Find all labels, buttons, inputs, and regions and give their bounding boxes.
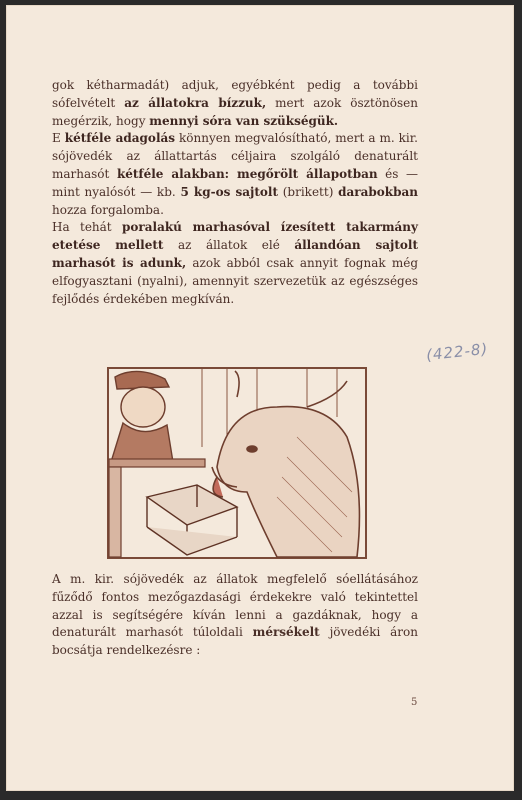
text-run: (brikett) (278, 184, 339, 199)
body-text-top (52, 77, 418, 308)
text-run: jövedéki áron bocsátja rendelkezésre : (52, 625, 418, 658)
bold-run: poralakú marhasóval ízesített takarmány etetése mellett (52, 220, 418, 253)
text-run: az állatok elé (163, 238, 295, 253)
bold-run: mérsékelt (252, 625, 320, 640)
handwritten-note: (422-8) (425, 339, 490, 365)
bold-run: 5 kg-os sajtolt (180, 184, 278, 199)
text-run: E (52, 131, 65, 146)
paragraph-4 (52, 571, 418, 660)
paragraph-3 (52, 219, 418, 308)
paragraph-1 (52, 77, 418, 130)
text-run: hozza forgalomba. (52, 202, 164, 217)
bold-run: kétféle alakban: megőrölt állapotban (116, 166, 378, 181)
text-run: és — mint nyalósót — kb. (52, 166, 419, 199)
text-run: könnyen megvalósítható, mert a m. kir. sójövedék az állattartás céljaira szolgáló denaturált marhasót (52, 131, 418, 181)
text-run: mert azok ösztönösen megérzik, hogy (52, 95, 418, 128)
text-run: Ha tehát (52, 220, 123, 235)
text-run: gok kétharmadát) adjuk, egyébként pedig a további sófelvételt (52, 78, 418, 110)
text-run: A m. kir. sójövedék az állatok megfelelő sóellátásához fűződő fontos mezőgazdasági érdekekre való tekintettel azzal is segítségére kíván lenni a gazdáknak, hogy a denaturált marhasót túloldali (52, 572, 418, 640)
bold-run: az állatokra bízzuk, (124, 95, 267, 110)
bold-run: mennyi sóra van szükségük. (149, 113, 339, 128)
page-number: 5 (411, 697, 418, 708)
body-text-bottom (52, 571, 418, 660)
document-page (6, 5, 514, 791)
cow-salt-lick-illustration (107, 367, 367, 559)
text-run: azok abból csak annyit fognak még elfogyasztani (nyalni), amennyit szervezetük az egészséges fejlődés érdekében megkíván. (52, 255, 418, 306)
paragraph-2 (52, 130, 418, 219)
bold-run: kétféle adagolás (64, 131, 176, 146)
bold-run: állandóan sajtolt marhasót is adunk, (52, 238, 418, 270)
bold-run: darabokban (338, 184, 419, 199)
